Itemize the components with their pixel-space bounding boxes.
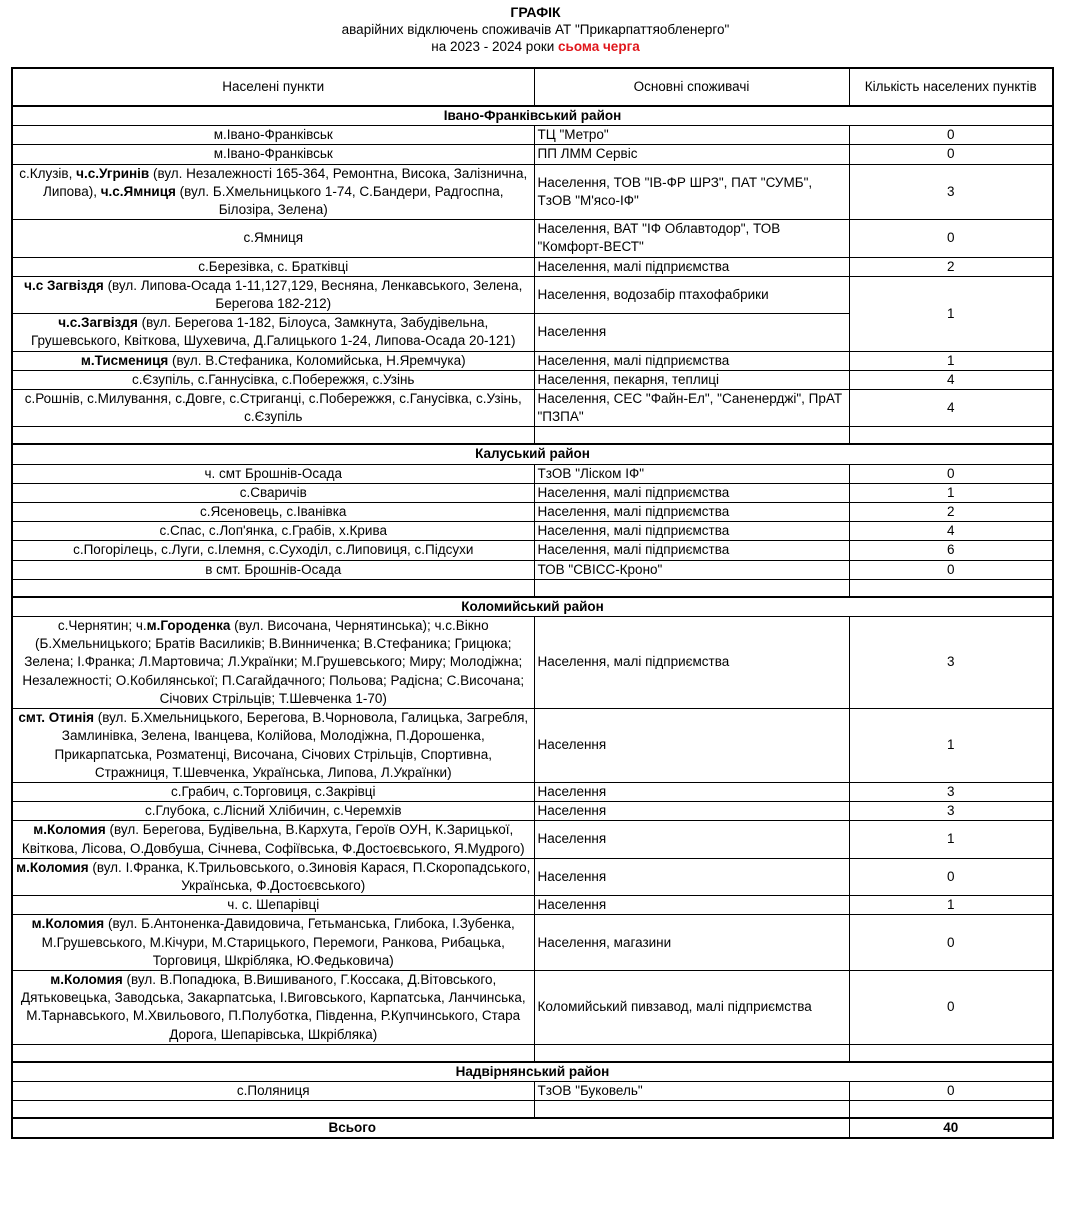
count-cell: 1 bbox=[849, 351, 1053, 370]
spacer-row bbox=[12, 427, 1053, 445]
settlement-text: (вул. І.Франка, К.Трильовського, о.Зиновія Карася, П.Скоропадського, Українська, Ф.Достоєвського) bbox=[88, 859, 531, 893]
empty-cell bbox=[849, 1044, 1053, 1062]
settlement-text: (вул. В.Попадюка, В.Вишиваного, Г.Коссака, Д.Вітовського, Дятьковецька, Заводська, Закарпатська, І.Виговського, Карпатська, Ланчинська, М.Тарнавського, М.Хвильового, П.Полуботка, Південна, Р.Купчинського, Стара Дорога, Шепарівська, Шкрібляка) bbox=[20, 971, 526, 1042]
settlement-name-bold: ч.с.Ямниця bbox=[100, 183, 176, 199]
settlement-cell bbox=[12, 257, 534, 276]
document-subtitle: аварійних відключень споживачів АТ "Прикарпаттяобленерго" bbox=[341, 22, 730, 37]
empty-cell bbox=[12, 1044, 534, 1062]
settlement-cell bbox=[12, 896, 534, 915]
district-header-row bbox=[12, 1062, 1053, 1082]
consumer-cell: Населення bbox=[534, 896, 849, 915]
settlement-text: с.Глубока, с.Лісний Хлібичин, с.Черемхів bbox=[144, 803, 402, 819]
table-row bbox=[12, 503, 1053, 522]
settlement-text: (вул. Б.Хмельницького, Берегова, В.Чорновола, Галицька, Загребля, Замлинівка, Зелена, Іванцева, Колійова, Молодіжна, П.Дорошенка, Прикарпатська, Розматенці, Височана, Січових Стрільців, Спортивна, Стражниця, Т.Шевченка, Українська, Липова, Л.Українки) bbox=[54, 710, 529, 780]
consumer-cell: Населення bbox=[534, 802, 849, 821]
table-row bbox=[12, 821, 1053, 858]
column-header-count: Кількість населених пунктів bbox=[849, 68, 1053, 106]
settlement-cell bbox=[12, 821, 534, 858]
table-row bbox=[12, 782, 1053, 801]
count-cell: 3 bbox=[849, 164, 1053, 220]
settlement-cell bbox=[12, 483, 534, 502]
table-row bbox=[12, 145, 1053, 164]
district-header-row bbox=[12, 597, 1053, 617]
table-row bbox=[12, 970, 1053, 1044]
spacer-row bbox=[12, 1101, 1053, 1119]
district-header-row bbox=[12, 106, 1053, 126]
settlement-text: (вул. Берегова, Будівельна, В.Кархута, Героїв ОУН, К.Зарицької, Квіткова, Лісова, О.Довбуша, Січнева, Софіївська, Ф.Достоєвського, Я.Мудрого) bbox=[21, 822, 525, 856]
district-name: Коломийський район bbox=[12, 597, 1053, 617]
settlement-text: м.Івано-Франківськ bbox=[213, 146, 333, 162]
count-cell: 0 bbox=[849, 464, 1053, 483]
settlement-name-bold: м.Городенка bbox=[146, 618, 231, 634]
table-row bbox=[12, 257, 1053, 276]
settlement-cell bbox=[12, 915, 534, 971]
table-row bbox=[12, 617, 1053, 709]
settlement-name-bold: смт. Отинія bbox=[18, 710, 94, 726]
empty-cell bbox=[849, 1101, 1053, 1119]
settlement-cell bbox=[12, 709, 534, 783]
count-cell: 1 bbox=[849, 276, 1053, 351]
document-period bbox=[0, 38, 1071, 55]
settlement-cell bbox=[12, 464, 534, 483]
settlement-cell bbox=[12, 617, 534, 709]
settlement-text: с.Клузів, bbox=[19, 165, 77, 181]
consumer-cell: Населення, малі підприємства bbox=[534, 617, 849, 709]
settlement-text: (вул. Липова-Осада 1-11,127,129, Весняна, Ленкавського, Зелена, Берегова 182-212) bbox=[103, 277, 523, 312]
consumer-cell: Коломийський пивзавод, малі підприємства bbox=[534, 970, 849, 1044]
count-cell: 4 bbox=[849, 390, 1053, 427]
settlement-cell bbox=[12, 970, 534, 1044]
consumer-cell: Населення, малі підприємства bbox=[534, 541, 849, 560]
consumer-cell: Населення, малі підприємства bbox=[534, 522, 849, 541]
count-cell: 3 bbox=[849, 782, 1053, 801]
settlement-text: в смт. Брошнів-Осада bbox=[205, 561, 342, 577]
empty-cell bbox=[534, 1044, 849, 1062]
consumer-cell: ТзОВ "Буковель" bbox=[534, 1081, 849, 1100]
settlement-text: (вул. Б.Антоненка-Давидовича, Гетьманська, Глибока, І.Зубенка, М.Грушевського, М.Кічури, М.Старицького, Перемоги, Ранкова, Рибацька, Торговиця, Шкрібляка, Ю.Федьковича) bbox=[41, 916, 515, 968]
table-row bbox=[12, 709, 1053, 783]
settlement-cell bbox=[12, 145, 534, 164]
consumer-cell: Населення, ВАТ "ІФ Облавтодор", ТОВ "Комфорт-ВЕСТ" bbox=[534, 220, 849, 257]
settlement-cell bbox=[12, 370, 534, 389]
settlement-text: с.Сваричів bbox=[239, 484, 307, 500]
settlement-cell bbox=[12, 541, 534, 560]
consumer-cell: ТзОВ "Ліском ІФ" bbox=[534, 464, 849, 483]
table-row bbox=[12, 351, 1053, 370]
settlement-cell bbox=[12, 782, 534, 801]
settlement-text: (вул. Берегова 1-182, Білоуса, Замкнута, Забудівельна, Грушевського, Квіткова, Шухевича, Д.Галицького 1-24, Липова-Осада 20-121) bbox=[30, 315, 516, 349]
settlement-text: (вул. В.Стефаника, Коломийська, Н.Яремчука) bbox=[168, 352, 466, 368]
consumer-cell: Населення, малі підприємства bbox=[534, 503, 849, 522]
settlement-text: с.Спас, с.Лоп'янка, с.Грабів, х.Крива bbox=[159, 523, 387, 539]
count-cell: 1 bbox=[849, 709, 1053, 783]
settlement-cell bbox=[12, 164, 534, 220]
count-cell: 3 bbox=[849, 617, 1053, 709]
document-title: ГРАФІК bbox=[510, 4, 561, 20]
empty-cell bbox=[849, 427, 1053, 445]
total-row bbox=[12, 1118, 1053, 1138]
count-cell: 1 bbox=[849, 821, 1053, 858]
settlement-cell bbox=[12, 390, 534, 427]
total-value: 40 bbox=[849, 1118, 1053, 1138]
settlement-text: ч. смт Брошнів-Осада bbox=[204, 465, 342, 481]
settlement-text: с.Поляниця bbox=[236, 1082, 310, 1098]
empty-cell bbox=[12, 579, 534, 597]
table-row bbox=[12, 464, 1053, 483]
settlement-text: с.Березівка, с. Братківці bbox=[198, 258, 349, 274]
settlement-text: с.Погорілець, с.Луги, с.Ілемня, с.Суходіл, с.Липовиця, с.Підсухи bbox=[73, 542, 474, 558]
settlement-name-bold: ч.с Загвіздя bbox=[24, 277, 104, 293]
settlement-name-bold: м.Тисмениця bbox=[80, 352, 169, 368]
consumer-cell: Населення, СЕС "Файн-Ел", "Саненерджі", ПрАТ "ПЗПА" bbox=[534, 390, 849, 427]
consumer-cell: Населення, магазини bbox=[534, 915, 849, 971]
table-row bbox=[12, 126, 1053, 145]
settlement-text: (вул. Незалежності 165-364, Ремонтна, Висока, Залізнична, Липова), bbox=[42, 165, 528, 199]
consumer-cell: Населення bbox=[534, 709, 849, 783]
queue-label: сьома черга bbox=[558, 39, 640, 54]
count-cell: 0 bbox=[849, 145, 1053, 164]
table-row bbox=[12, 276, 1053, 313]
count-cell: 0 bbox=[849, 970, 1053, 1044]
district-header-row bbox=[12, 444, 1053, 464]
settlement-cell bbox=[12, 126, 534, 145]
consumer-cell: Населення, малі підприємства bbox=[534, 351, 849, 370]
count-cell: 0 bbox=[849, 126, 1053, 145]
table-header-row bbox=[12, 68, 1053, 106]
count-cell: 0 bbox=[849, 1081, 1053, 1100]
settlement-cell bbox=[12, 802, 534, 821]
table-row bbox=[12, 541, 1053, 560]
settlement-text: с.Чернятин; ч. bbox=[57, 618, 147, 634]
empty-cell bbox=[849, 579, 1053, 597]
consumer-cell: Населення bbox=[534, 858, 849, 895]
settlement-text: (вул. Височана, Чернятинська); ч.с.Вікно (Б.Хмельницького; Братів Василиків; В.Винниченка; В.Стефаника; Грицюка; Зелена; І.Франка; Л.Мартовича; Л.Українки; М.Грушевського; Миру; Молодіжна; Незалежності; О.Кобилянської; П.Сагайдачного; Польова; Радісна; С.Височана; Січових Стрільців; Т.Шевченка 1-70) bbox=[22, 618, 525, 706]
outage-schedule-table bbox=[11, 67, 1054, 1139]
settlement-name-bold: м.Коломия bbox=[33, 822, 106, 838]
settlement-text: с.Ясеновець, с.Іванівка bbox=[200, 504, 347, 520]
consumer-cell: ПП ЛММ Сервіс bbox=[534, 145, 849, 164]
consumer-cell: Населення, малі підприємства bbox=[534, 257, 849, 276]
empty-cell bbox=[534, 1101, 849, 1119]
count-cell: 0 bbox=[849, 560, 1053, 579]
table-row bbox=[12, 390, 1053, 427]
table-row bbox=[12, 1081, 1053, 1100]
consumer-cell: Населення bbox=[534, 314, 849, 351]
settlement-cell bbox=[12, 314, 534, 351]
count-cell: 2 bbox=[849, 257, 1053, 276]
district-name: Івано-Франківський район bbox=[12, 106, 1053, 126]
consumer-cell: Населення bbox=[534, 821, 849, 858]
document-header bbox=[0, 4, 1071, 55]
settlement-name-bold: ч.с.Загвіздя bbox=[58, 315, 138, 331]
count-cell: 1 bbox=[849, 483, 1053, 502]
settlement-text: с.Грабич, с.Торговиця, с.Закрівці bbox=[171, 783, 376, 799]
count-cell: 3 bbox=[849, 802, 1053, 821]
count-cell: 0 bbox=[849, 915, 1053, 971]
settlement-cell bbox=[12, 560, 534, 579]
column-header-settlements: Населені пункти bbox=[12, 68, 534, 106]
settlement-text: с.Ямниця bbox=[243, 230, 304, 246]
total-label: Всього bbox=[12, 1118, 849, 1138]
settlement-cell bbox=[12, 351, 534, 370]
count-cell: 4 bbox=[849, 522, 1053, 541]
empty-cell bbox=[534, 579, 849, 597]
settlement-name-bold: м.Коломия bbox=[31, 916, 105, 932]
table-row bbox=[12, 483, 1053, 502]
empty-cell bbox=[12, 1101, 534, 1119]
table-row bbox=[12, 560, 1053, 579]
table-row bbox=[12, 370, 1053, 389]
settlement-cell bbox=[12, 220, 534, 257]
district-name: Надвірнянський район bbox=[12, 1062, 1053, 1082]
settlement-cell bbox=[12, 1081, 534, 1100]
consumer-cell: Населення, ТОВ "ІВ-ФР ШРЗ", ПАТ "СУМБ", ТзОВ "М'ясо-ІФ" bbox=[534, 164, 849, 220]
count-cell: 4 bbox=[849, 370, 1053, 389]
settlement-text: с.Рошнів, с.Милування, с.Довге, с.Стриганці, с.Побережжя, с.Ганусівка, с.Узінь, с.Єзупіль bbox=[24, 391, 522, 425]
consumer-cell: ТЦ "Метро" bbox=[534, 126, 849, 145]
consumer-cell: ТОВ "СВІСС-Кроно" bbox=[534, 560, 849, 579]
settlement-cell bbox=[12, 503, 534, 522]
settlement-name-bold: ч.с.Угринів bbox=[76, 165, 150, 181]
settlement-text: (вул. Б.Хмельницького 1-74, С.Бандери, Радгоспна, Білозіра, Зелена) bbox=[175, 183, 504, 218]
spacer-row bbox=[12, 1044, 1053, 1062]
column-header-consumers: Основні споживачі bbox=[534, 68, 849, 106]
settlement-text: м.Івано-Франківськ bbox=[213, 127, 333, 143]
consumer-cell: Населення, малі підприємства bbox=[534, 483, 849, 502]
settlement-text: с.Єзупіль, с.Ганнусівка, с.Побережжя, с.Узінь bbox=[132, 371, 415, 387]
period-text: на 2023 - 2024 роки bbox=[431, 39, 559, 54]
consumer-cell: Населення bbox=[534, 782, 849, 801]
table-row bbox=[12, 802, 1053, 821]
table-row bbox=[12, 220, 1053, 257]
count-cell: 1 bbox=[849, 896, 1053, 915]
empty-cell bbox=[12, 427, 534, 445]
settlement-cell bbox=[12, 858, 534, 895]
settlement-cell bbox=[12, 276, 534, 313]
settlement-text: ч. с. Шепарівці bbox=[227, 897, 320, 913]
spacer-row bbox=[12, 579, 1053, 597]
count-cell: 6 bbox=[849, 541, 1053, 560]
count-cell: 2 bbox=[849, 503, 1053, 522]
settlement-cell bbox=[12, 522, 534, 541]
consumer-cell: Населення, водозабір птахофабрики bbox=[534, 276, 849, 313]
table-row bbox=[12, 896, 1053, 915]
count-cell: 0 bbox=[849, 858, 1053, 895]
settlement-name-bold: м.Коломия bbox=[50, 971, 123, 987]
district-name: Калуський район bbox=[12, 444, 1053, 464]
count-cell: 0 bbox=[849, 220, 1053, 257]
table-row bbox=[12, 915, 1053, 971]
table-row bbox=[12, 164, 1053, 220]
consumer-cell: Населення, пекарня, теплиці bbox=[534, 370, 849, 389]
table-row bbox=[12, 858, 1053, 895]
settlement-name-bold: м.Коломия bbox=[16, 859, 89, 875]
table-row bbox=[12, 522, 1053, 541]
empty-cell bbox=[534, 427, 849, 445]
